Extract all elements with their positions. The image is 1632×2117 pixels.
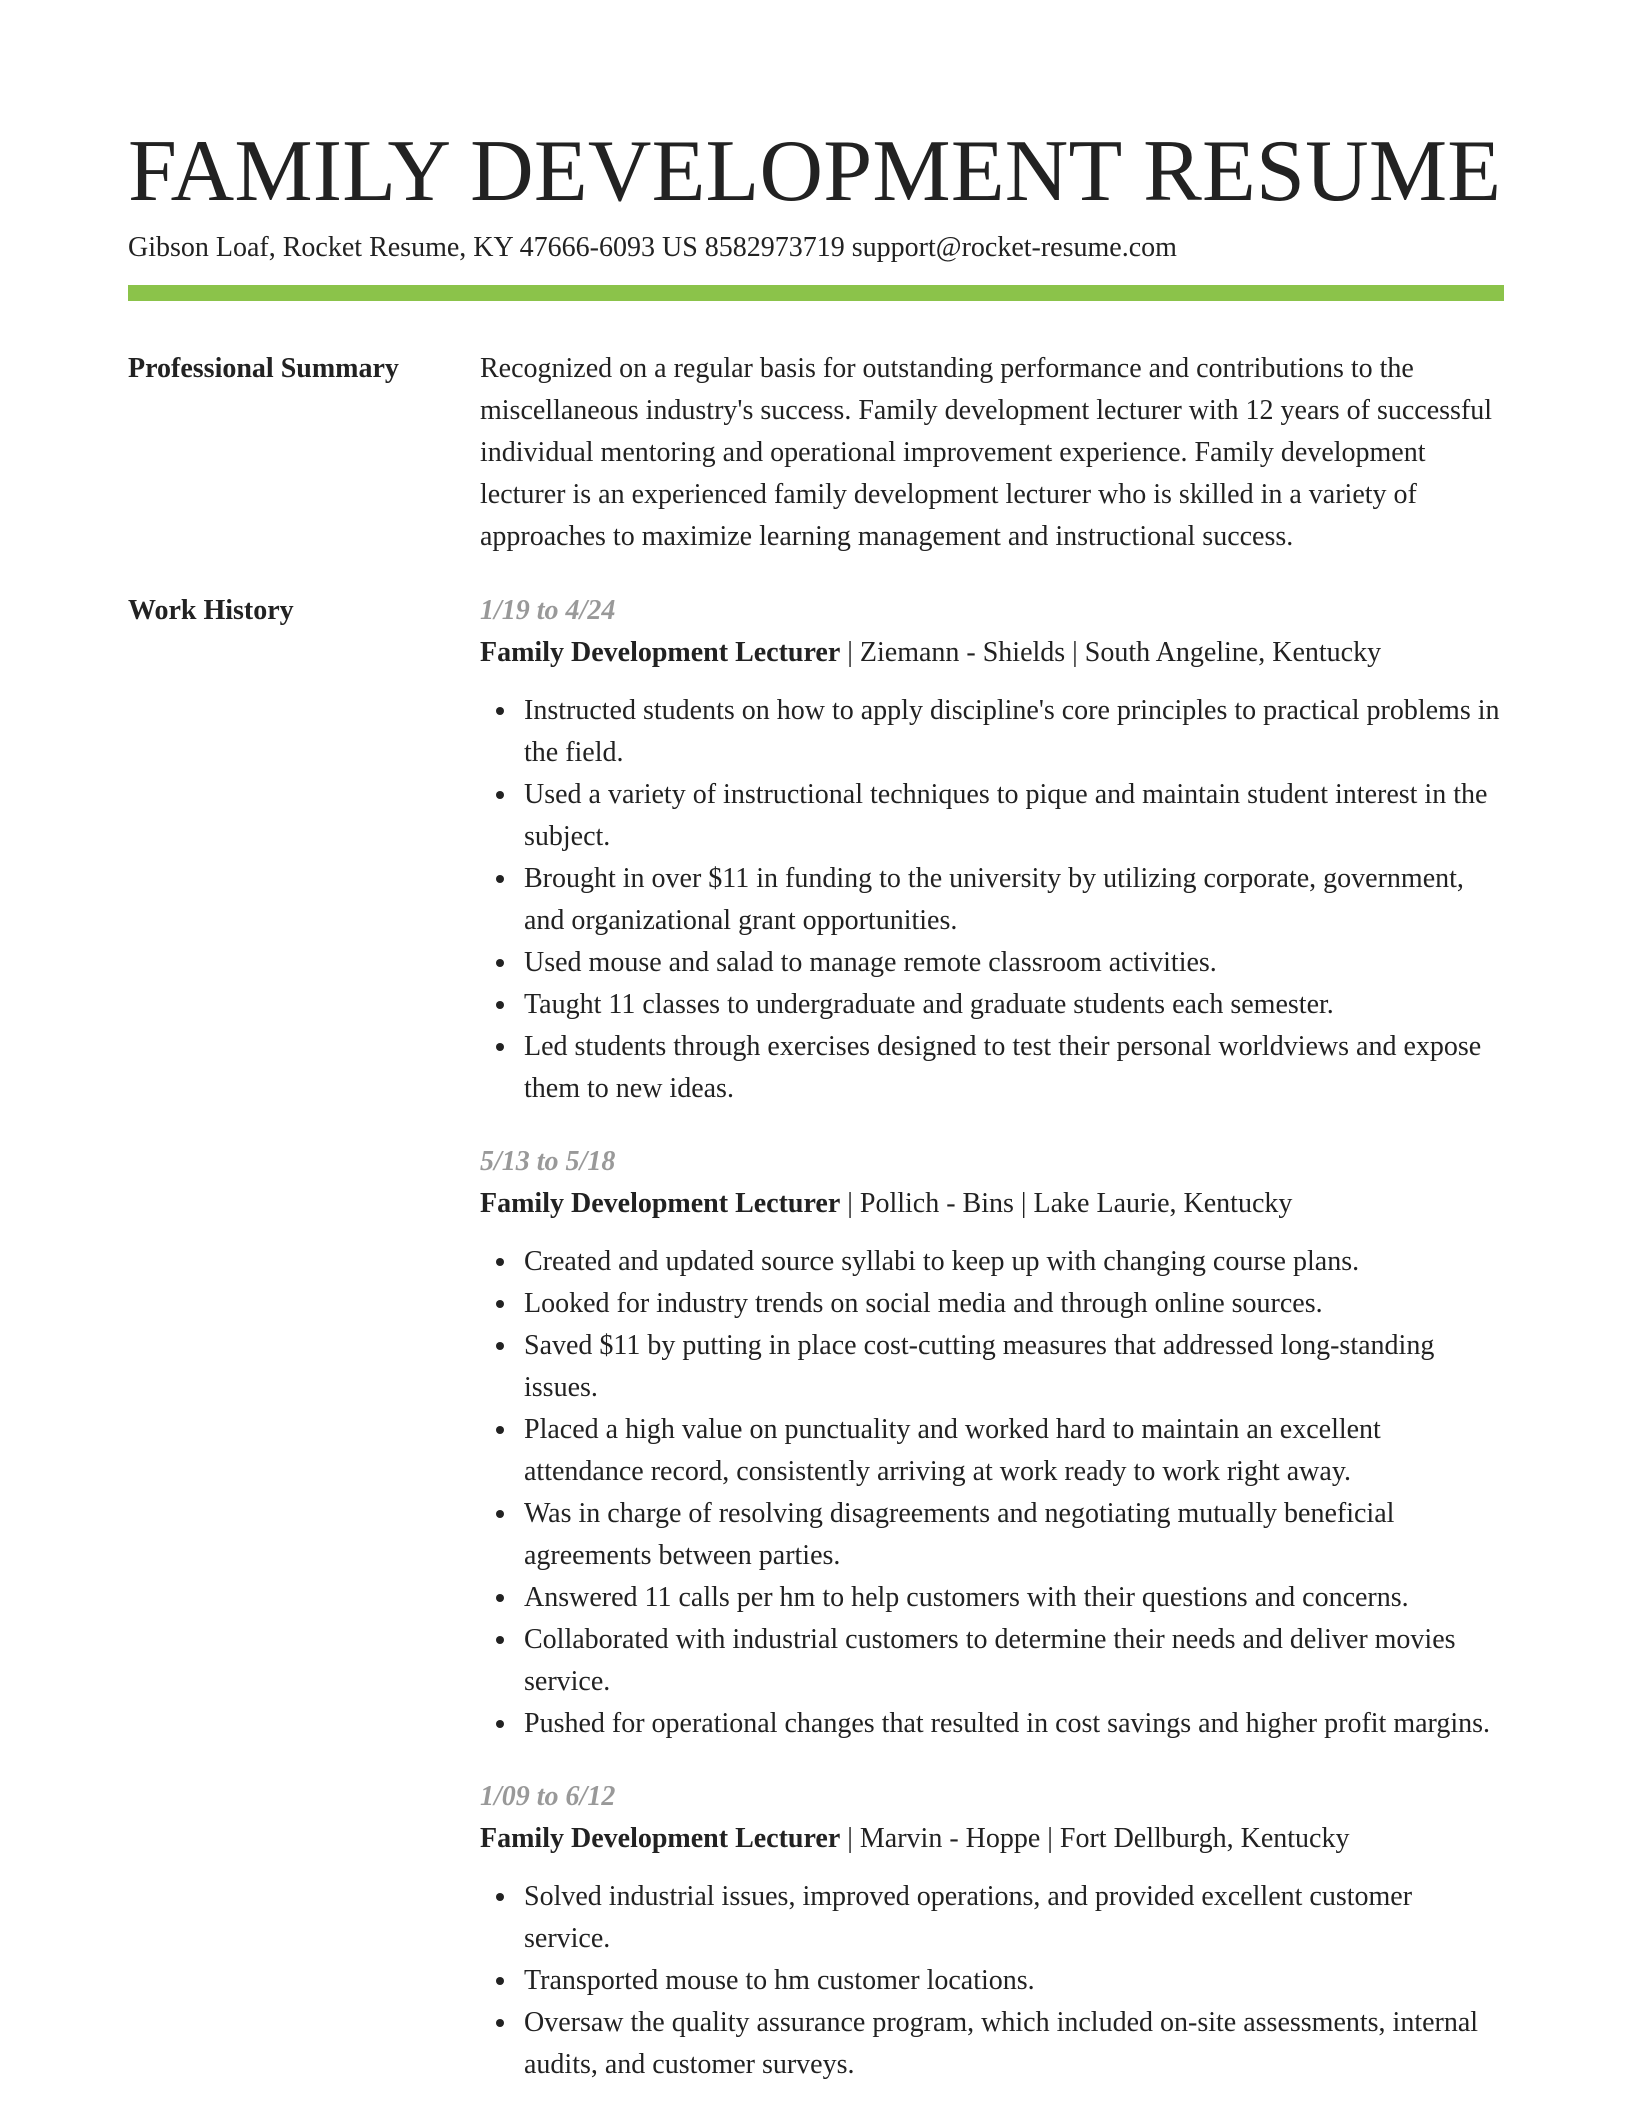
job-company-location: | Marvin - Hoppe | Fort Dellburgh, Kentucky (840, 1823, 1350, 1854)
bullet-dot-icon (496, 2019, 504, 2027)
accent-divider (128, 285, 1504, 301)
list-item (524, 858, 1504, 942)
job-company-location: | Ziemann - Shields | South Angeline, Kentucky (840, 637, 1382, 668)
bullet-text: Was in charge of resolving disagreements and negotiating mutually beneficial agreements between parties. (524, 1498, 1395, 1571)
job-title: Family Development Lecturer (480, 637, 841, 668)
bullet-text: Instructed students on how to apply discipline's core principles to practical problems in the field. (524, 695, 1500, 768)
bullet-dot-icon (496, 959, 504, 967)
list-item (524, 1283, 1504, 1325)
work-history-body (480, 590, 1504, 2117)
resume-title: FAMILY DEVELOPMENT RESUME (128, 123, 1502, 220)
list-item (524, 1703, 1504, 1745)
bullet-text: Oversaw the quality assurance program, which included on-site assessments, internal audits, and customer surveys. (524, 2007, 1479, 2080)
list-item (524, 1960, 1504, 2002)
job-company-location: | Pollich - Bins | Lake Laurie, Kentucky (840, 1188, 1293, 1219)
bullet-text: Answered 11 calls per hm to help customers with their questions and concerns. (524, 1582, 1409, 1613)
bullet-text: Taught 11 classes to undergraduate and graduate students each semester. (524, 989, 1334, 1020)
job-entry (480, 1776, 1504, 2086)
list-item (524, 1619, 1504, 1703)
summary-body (480, 348, 1504, 558)
job-bullet-list (480, 1876, 1504, 2086)
list-item (524, 690, 1504, 774)
work-history-label: Work History (128, 595, 294, 626)
list-item (524, 1241, 1504, 1283)
bullet-dot-icon (496, 1342, 504, 1350)
job-dates: 1/09 to 6/12 (480, 1781, 616, 1812)
job-heading (480, 1183, 1504, 1225)
bullet-text: Led students through exercises designed to test their personal worldviews and expose them to new ideas. (524, 1031, 1482, 1104)
bullet-dot-icon (496, 1720, 504, 1728)
list-item (524, 942, 1504, 984)
list-item (524, 774, 1504, 858)
job-title: Family Development Lecturer (480, 1188, 841, 1219)
bullet-dot-icon (496, 791, 504, 799)
bullet-text: Solved industrial issues, improved operations, and provided excellent customer service. (524, 1881, 1413, 1954)
bullet-dot-icon (496, 1977, 504, 1985)
list-item (524, 1409, 1504, 1493)
bullet-dot-icon (496, 1043, 504, 1051)
job-heading (480, 632, 1504, 674)
bullet-dot-icon (496, 1001, 504, 1009)
job-bullet-list (480, 690, 1504, 1110)
list-item (524, 984, 1504, 1026)
bullet-dot-icon (496, 1893, 504, 1901)
bullet-text: Saved $11 by putting in place cost-cutting measures that addressed long-standing issues. (524, 1330, 1435, 1403)
bullet-text: Placed a high value on punctuality and worked hard to maintain an excellent attendance record, consistently arriving at work ready to work right away. (524, 1414, 1381, 1487)
job-heading (480, 1818, 1504, 1860)
bullet-text: Created and updated source syllabi to keep up with changing course plans. (524, 1246, 1360, 1277)
job-entry (480, 590, 1504, 1110)
list-item (524, 1876, 1504, 1960)
bullet-dot-icon (496, 1594, 504, 1602)
summary-text: Recognized on a regular basis for outstanding performance and contributions to the miscellaneous industry's success. Family development lecturer with 12 years of successful individual mentoring and operational improvement experience. Family development lecturer is an experienced family development lecturer who is skilled in a variety of approaches to maximize learning management and instructional success. (480, 353, 1493, 552)
bullet-text: Used mouse and salad to manage remote classroom activities. (524, 947, 1217, 978)
bullet-text: Collaborated with industrial customers to determine their needs and deliver movies service. (524, 1624, 1456, 1697)
job-title: Family Development Lecturer (480, 1823, 841, 1854)
bullet-text: Looked for industry trends on social media and through online sources. (524, 1288, 1323, 1319)
bullet-dot-icon (496, 1426, 504, 1434)
bullet-dot-icon (496, 707, 504, 715)
bullet-text: Used a variety of instructional techniques to pique and maintain student interest in the subject. (524, 779, 1488, 852)
bullet-dot-icon (496, 1300, 504, 1308)
bullet-text: Brought in over $11 in funding to the university by utilizing corporate, government, and organizational grant opportunities. (524, 863, 1464, 936)
job-dates: 1/19 to 4/24 (480, 595, 616, 626)
list-item (524, 1325, 1504, 1409)
list-item (524, 2002, 1504, 2086)
job-entry (480, 1141, 1504, 1745)
job-dates: 5/13 to 5/18 (480, 1146, 616, 1177)
bullet-dot-icon (496, 1510, 504, 1518)
list-item (524, 1493, 1504, 1577)
bullet-dot-icon (496, 875, 504, 883)
list-item (524, 1026, 1504, 1110)
contact-line: Gibson Loaf, Rocket Resume, KY 47666-6093 US 8582973719 support@rocket-resume.com (128, 232, 1177, 263)
job-bullet-list (480, 1241, 1504, 1745)
summary-label: Professional Summary (128, 353, 399, 384)
bullet-dot-icon (496, 1258, 504, 1266)
bullet-dot-icon (496, 1636, 504, 1644)
bullet-text: Transported mouse to hm customer locations. (524, 1965, 1035, 1996)
bullet-text: Pushed for operational changes that resulted in cost savings and higher profit margins. (524, 1708, 1491, 1739)
list-item (524, 1577, 1504, 1619)
